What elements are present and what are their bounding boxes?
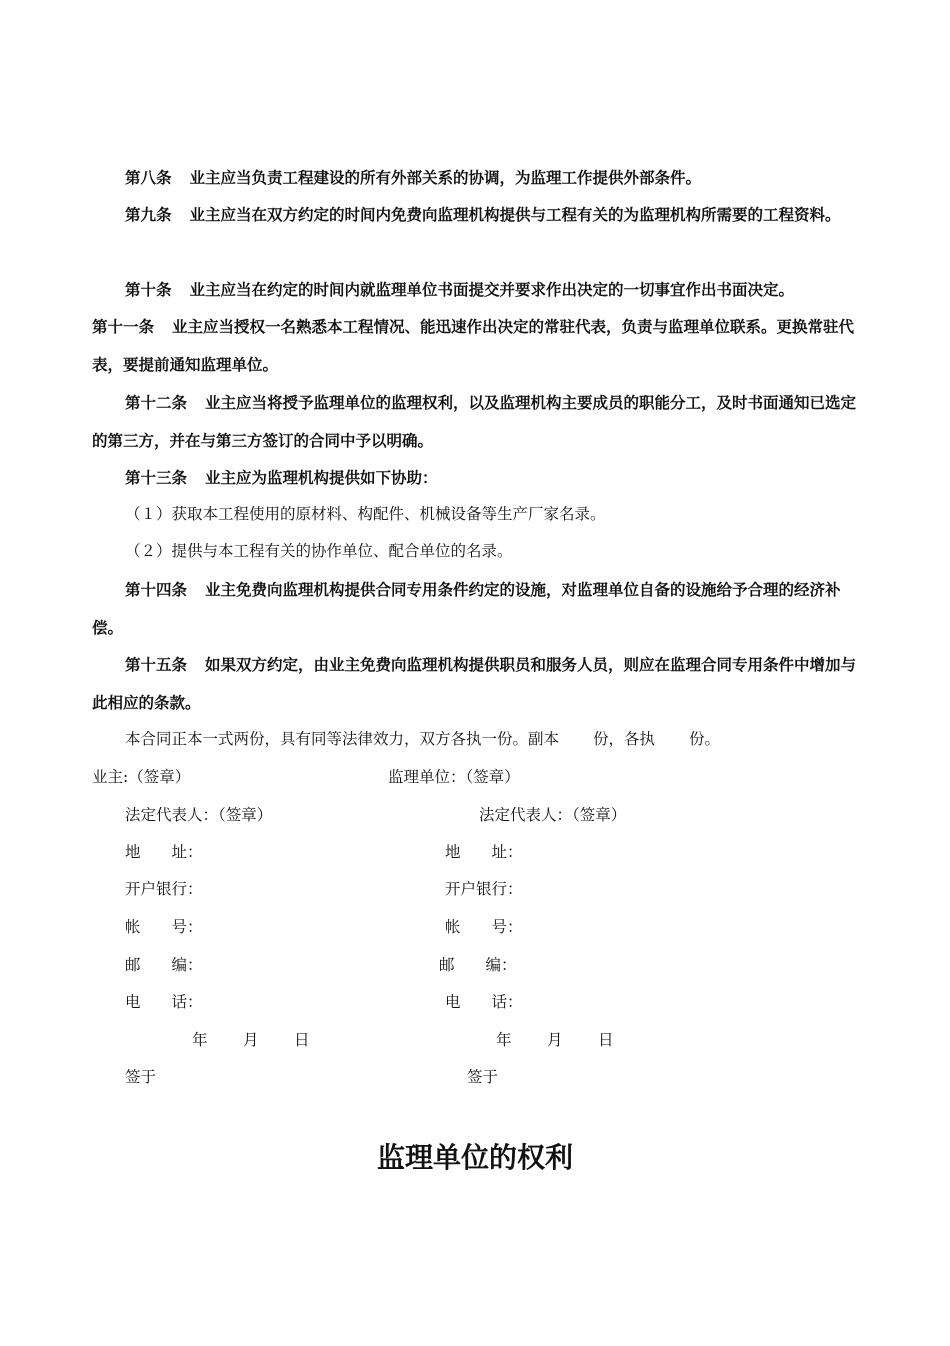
- article-12: [92, 384, 860, 459]
- article-number: 第八条: [125, 168, 172, 187]
- article-text: 业主应当在双方约定的时间内免费向监理机构提供与工程有关的为监理机构所需要的工程资料。: [189, 205, 841, 224]
- assistance-item-1: [92, 496, 860, 534]
- article-text: 业主免费向监理机构提供合同专用条件约定的设施，对监理单位自备的设施给予合理的经济补偿。: [92, 580, 841, 637]
- supervisor-legal-rep-label: 法定代表人：（签章）: [479, 806, 627, 824]
- item-text: （１）获取本工程使用的原材料、构配件、机械设备等生产厂家名录。: [125, 505, 606, 523]
- article-number: 第十四条: [125, 580, 188, 599]
- copies-text-1: 本合同正本一式两份，具有同等法律效力，双方各执一份。副本: [125, 730, 560, 748]
- article-text: 业主应为监理机构提供如下协助：: [205, 468, 438, 487]
- supervisor-postcode-label: 邮 编：: [439, 956, 517, 974]
- article-text: 业主应当在约定的时间内就监理单位书面提交并要求作出决定的一切事宜作出书面决定。: [189, 280, 795, 299]
- owner-seal-label: 业主:（签章）: [92, 768, 191, 786]
- owner-phone-label: 电 话：: [125, 993, 203, 1011]
- article-number: 第十二条: [125, 393, 188, 412]
- owner-signed-at-label: 签于: [125, 1068, 157, 1086]
- owner-bank-label: 开户银行：: [125, 880, 203, 898]
- article-text: 业主应当授权一名熟悉本工程情况、能迅速作出决定的常驻代表，负责与监理单位联系。更换常驻代表，要提前通知监理单位。: [92, 317, 855, 374]
- owner-month-label: 月: [243, 1031, 259, 1049]
- article-number: 第十五条: [125, 655, 188, 674]
- article-9: [92, 196, 860, 234]
- supervisor-seal-label: 监理单位：（签章）: [388, 768, 520, 786]
- supervisor-bank-label: 开户银行：: [445, 880, 523, 898]
- copies-text-3: 份。: [689, 730, 721, 748]
- item-text: （２）提供与本工程有关的协作单位、配合单位的名录。: [125, 542, 513, 560]
- article-15: [92, 646, 860, 721]
- copies-text-2: 份，各执: [593, 730, 656, 748]
- supervisor-year-label: 年: [496, 1031, 512, 1049]
- article-number: 第十三条: [125, 468, 188, 487]
- article-11: [92, 308, 860, 383]
- article-text: 如果双方约定，由业主免费向监理机构提供职员和服务人员，则应在监理合同专用条件中增加与此相应的条款。: [92, 655, 857, 712]
- article-13: [92, 459, 860, 497]
- article-8: [92, 159, 860, 197]
- owner-account-label: 帐 号：: [125, 918, 203, 936]
- article-10: [92, 271, 860, 309]
- article-text: 业主应当负责工程建设的所有外部关系的协调，为监理工作提供外部条件。: [189, 168, 702, 187]
- supervisor-day-label: 日: [598, 1031, 614, 1049]
- supervisor-phone-label: 电 话：: [445, 993, 523, 1011]
- article-14: [92, 571, 860, 646]
- article-number: 第九条: [125, 205, 172, 224]
- supervisor-month-label: 月: [547, 1031, 563, 1049]
- assistance-item-2: [92, 533, 860, 571]
- article-number: 第十一条: [92, 317, 155, 336]
- supervisor-account-label: 帐 号：: [445, 918, 523, 936]
- owner-address-label: 地 址：: [125, 843, 203, 861]
- owner-day-label: 日: [294, 1031, 310, 1049]
- supervisor-signed-at-label: 签于: [467, 1068, 499, 1086]
- article-text: 业主应当将授予监理单位的监理权利，以及监理机构主要成员的职能分工，及时书面通知已选定的第三方，并在与第三方签订的合同中予以明确。: [92, 393, 857, 450]
- owner-year-label: 年: [192, 1031, 208, 1049]
- article-number: 第十条: [125, 280, 172, 299]
- owner-legal-rep-label: 法定代表人：（签章）: [125, 806, 273, 824]
- copies-statement: [92, 721, 860, 759]
- owner-postcode-label: 邮 编：: [125, 956, 203, 974]
- supervisor-address-label: 地 址：: [445, 843, 523, 861]
- section-title: 监理单位的权利: [376, 1141, 573, 1174]
